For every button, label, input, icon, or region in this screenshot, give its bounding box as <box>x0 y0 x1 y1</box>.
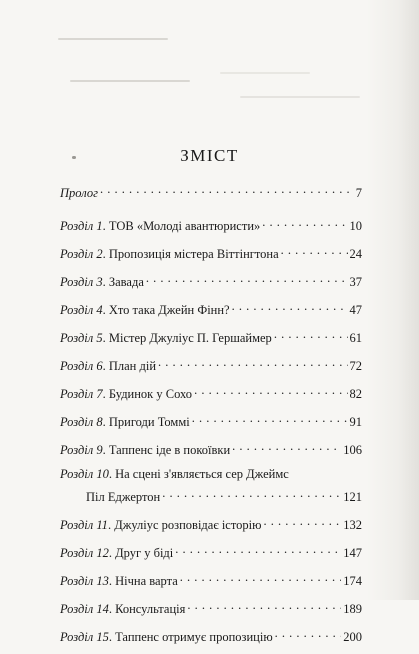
chapter-title: На сцені з'являється сер Джеймс <box>115 467 289 481</box>
separator: . <box>102 359 109 373</box>
toc-entry-chapter <box>60 514 362 533</box>
chapter-title: Друг у біді <box>115 546 174 560</box>
toc-entry-label: Розділ 7. Будинок у Сохо <box>60 387 193 401</box>
toc-page-number: 132 <box>343 518 362 532</box>
chapter-title: Містер Джуліус П. Гершаймер <box>108 331 272 345</box>
dot-leader <box>146 271 348 286</box>
toc-entry-label: Розділ 6. План дій <box>60 359 157 373</box>
chapter-title: Пригоди Томмі <box>108 415 190 429</box>
dot-leader <box>263 514 341 529</box>
toc-entry-chapter <box>60 542 362 561</box>
toc-page-number: 200 <box>343 630 362 644</box>
toc-entry-chapter <box>60 598 362 617</box>
separator: . <box>108 574 116 588</box>
dot-leader <box>275 626 342 641</box>
toc-entry-chapter <box>60 215 362 234</box>
toc-page-number: 61 <box>349 331 362 345</box>
toc-page-number: 37 <box>349 275 362 289</box>
toc-entry-chapter <box>60 327 362 346</box>
toc-page-number: 7 <box>355 186 362 200</box>
separator: . <box>108 630 116 644</box>
page-title: ЗМІСТ <box>180 146 239 165</box>
toc-entry-label: Розділ 10. На сцені з'являється сер Джеймс <box>60 467 289 481</box>
toc-page-number: 91 <box>349 415 362 429</box>
chapter-title: Завада <box>108 275 144 289</box>
dot-leader <box>274 327 348 342</box>
toc-entry-continuation <box>60 486 362 505</box>
toc-entry-label: Розділ 14. Консультація <box>60 602 186 616</box>
chapter-title: Консультація <box>115 602 186 616</box>
chapter-title: Хто така Джейн Фінн? <box>108 303 230 317</box>
chapter-title: ТОВ «Молоді авантюристи» <box>108 219 261 233</box>
separator: . <box>102 219 109 233</box>
toc-entry-chapter <box>60 243 362 262</box>
toc-entry-chapter <box>60 570 362 589</box>
toc-entry-chapter <box>60 355 362 374</box>
separator: . <box>102 303 109 317</box>
separator: . <box>102 247 109 261</box>
toc-entry-label: Розділ 2. Пропозиція містера Віттінгтона <box>60 247 279 261</box>
chapter-title: Пропозиція містера Віттінгтона <box>108 247 279 261</box>
toc-page-number: 147 <box>343 546 362 560</box>
toc-entry-label: Розділ 3. Завада <box>60 275 144 289</box>
dot-leader <box>232 299 348 314</box>
toc-page-number: 47 <box>349 303 362 317</box>
dot-leader <box>194 383 347 398</box>
toc-page-number: 174 <box>343 574 362 588</box>
separator: . <box>107 518 115 532</box>
toc-entry-label: Розділ 12. Друг у біді <box>60 546 174 560</box>
toc-entry-label: Розділ 1. ТОВ «Молоді авантюристи» <box>60 219 261 233</box>
chapter-title-continuation: Піл Еджертон <box>86 490 161 504</box>
toc-entry-chapter <box>60 299 362 318</box>
toc-entry-label: Розділ 8. Пригоди Томмі <box>60 415 190 429</box>
toc-page-number: 10 <box>349 219 362 233</box>
separator: . <box>102 331 109 345</box>
separator: . <box>102 415 109 429</box>
dot-leader <box>180 570 341 585</box>
toc-entry-chapter <box>60 411 362 430</box>
dot-leader <box>158 355 347 370</box>
toc-entry-label: Розділ 5. Містер Джуліус П. Гершаймер <box>60 331 272 345</box>
separator: . <box>108 546 116 560</box>
bleed-through-line <box>220 72 310 74</box>
toc-entry-chapter <box>60 626 362 645</box>
chapter-title: Нічна варта <box>115 574 178 588</box>
dot-leader <box>187 598 341 613</box>
dot-leader <box>281 243 348 258</box>
toc-entry-label: Розділ 11. Джуліус розповідає історію <box>60 518 262 532</box>
toc-entry-label: Розділ 4. Хто така Джейн Фінн? <box>60 303 230 317</box>
toc-entry-chapter <box>60 383 362 402</box>
toc-page-number: 106 <box>343 443 362 457</box>
toc-entry-chapter <box>60 439 362 458</box>
dot-leader <box>232 439 341 454</box>
bleed-through-line <box>70 80 190 82</box>
separator: . <box>108 467 116 481</box>
toc-entry-label: Розділ 9. Таппенс іде в покоївки <box>60 443 231 457</box>
bleed-through-line <box>58 38 168 40</box>
toc-entry-label: Розділ 15. Таппенс отримує пропозицію <box>60 630 273 644</box>
dot-leader <box>100 182 354 197</box>
chapter-title: План дій <box>108 359 157 373</box>
dot-leader <box>175 542 341 557</box>
toc-page-number: 72 <box>349 359 362 373</box>
separator: . <box>102 387 109 401</box>
dot-leader <box>192 411 348 426</box>
separator: . <box>108 602 116 616</box>
chapter-title: Таппенс отримує пропозицію <box>115 630 273 644</box>
chapter-title: Будинок у Сохо <box>108 387 193 401</box>
page-edge-shadow <box>367 0 419 600</box>
toc-entry-label: Розділ 13. Нічна варта <box>60 574 178 588</box>
toc-entry-chapter <box>60 467 362 482</box>
toc-page-number: 121 <box>343 490 362 504</box>
chapter-title: Таппенс іде в покоївки <box>108 443 231 457</box>
dot-leader <box>262 215 347 230</box>
dot-leader <box>162 486 341 501</box>
table-of-contents <box>60 182 362 654</box>
toc-page-number: 82 <box>349 387 362 401</box>
chapter-title: Джуліус розповідає історію <box>114 518 262 532</box>
toc-entry-prologue <box>60 182 362 201</box>
toc-page-number: 189 <box>343 602 362 616</box>
separator: . <box>102 443 109 457</box>
separator: . <box>102 275 109 289</box>
bleed-through-line <box>240 96 360 98</box>
toc-entry-label: Пролог <box>60 186 98 200</box>
toc-page-number: 24 <box>349 247 362 261</box>
toc-entry-chapter <box>60 271 362 290</box>
